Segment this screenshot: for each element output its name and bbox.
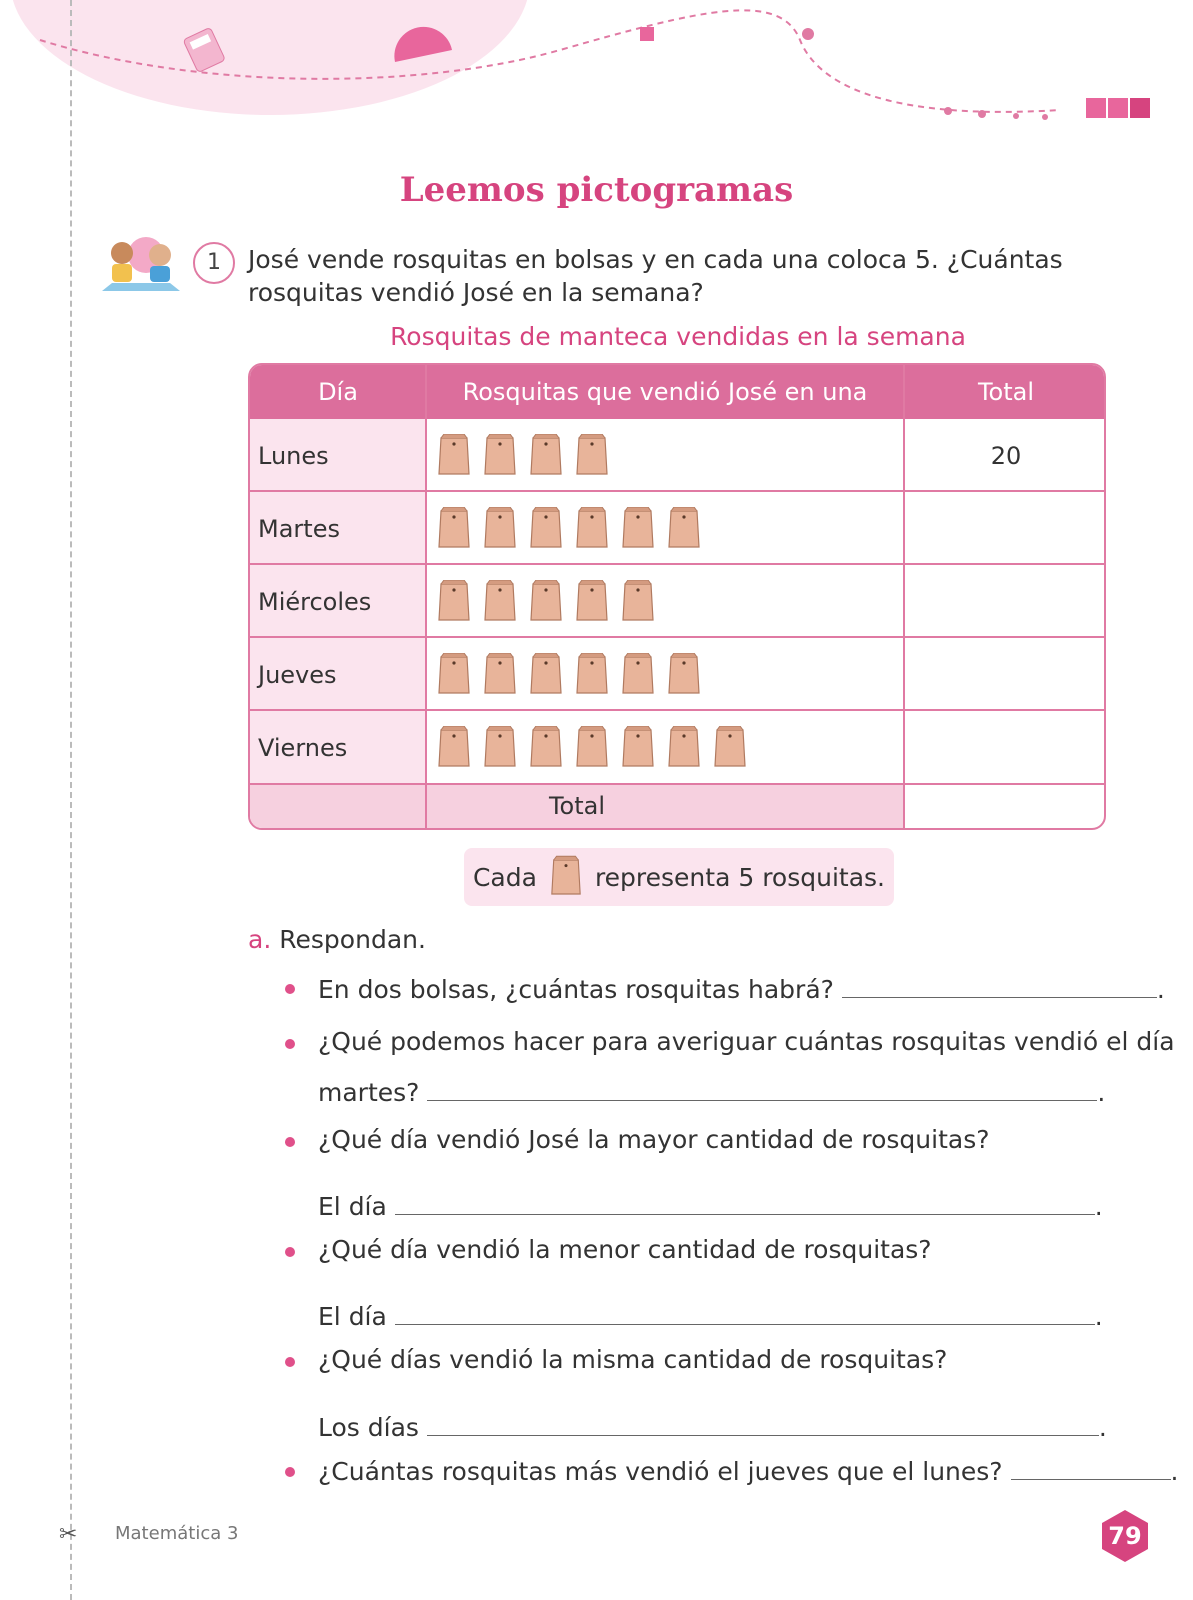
answer-line-2[interactable] [427,1076,1097,1101]
answer-line-3[interactable] [395,1190,1095,1215]
cube-icon [640,27,654,41]
bullet [285,1357,295,1367]
bag-icon [574,726,610,770]
total-lunes: 20 [990,441,1022,470]
bag-icon [574,653,610,697]
bag-icon [666,726,702,770]
page-title: Leemos pictogramas [399,170,794,210]
bag-icon [436,580,472,624]
bag-icon [528,653,564,697]
question-4: ¿Qué día vendió la menor cantidad de rosquitas? [318,1235,932,1264]
row-divider [250,563,1106,565]
bullet [285,1467,295,1477]
bullet [285,1247,295,1257]
question-6-text: ¿Cuántas rosquitas más vendió el jueves que el lunes? [318,1457,1003,1486]
day-martes: Martes [250,492,426,565]
answer-5-prefix: Los días [318,1413,419,1442]
row-divider [250,636,1106,638]
page-number: 79 [1108,1522,1142,1550]
book-title: Matemática 3 [115,1523,239,1544]
bag-icon [620,507,656,551]
question-1-text: En dos bolsas, ¿cuántas rosquitas habrá? [318,975,834,1004]
day-viernes: Viernes [250,711,426,785]
answer-line-1[interactable] [842,973,1157,998]
answer-4: El día . [318,1302,1103,1331]
question-2-line2: martes? . [318,1078,1106,1107]
question-2-text: martes? [318,1078,420,1107]
part-a-label: Respondan. [279,925,426,954]
answer-3: El día . [318,1192,1103,1221]
legend [464,848,894,906]
bags-row [426,492,904,565]
bag-icon [436,507,472,551]
answer-4-prefix: El día [318,1302,387,1331]
problem-text: José vende rosquitas en bolsas y en cada una coloca 5. ¿Cuántas rosquitas vendió José en la semana? [248,245,1063,307]
day-miercoles: Miércoles [250,565,426,638]
scissors-icon: ✂ [59,1522,78,1547]
total-row-label: Total [250,785,904,828]
bags-row [426,565,904,638]
header-day: Día [318,378,358,406]
header-total: Total [977,378,1035,406]
bullet [285,1137,295,1147]
bag-icon [528,507,564,551]
bag-icon [482,507,518,551]
header-pictures: Rosquitas que vendió José en una semana [462,378,868,460]
bag-icon [666,653,702,697]
bag-icon [620,726,656,770]
bag-icon [482,653,518,697]
question-6: ¿Cuántas rosquitas más vendió el jueves que el lunes? . [318,1457,1179,1486]
bags-row [426,638,904,711]
answer-3-prefix: El día [318,1192,387,1221]
question-3: ¿Qué día vendió José la mayor cantidad de rosquitas? [318,1125,990,1154]
bags-row [426,711,904,785]
question-2-line1: ¿Qué podemos hacer para averiguar cuántas rosquitas vendió el día [318,1027,1175,1056]
bag-icon [620,653,656,697]
total-viernes[interactable] [904,711,1106,785]
question-1: En dos bolsas, ¿cuántas rosquitas habrá? . [318,975,1165,1004]
answer-line-6[interactable] [1011,1455,1171,1480]
day-lunes: Lunes [250,419,426,492]
bag-icon [436,653,472,697]
part-a-heading [248,925,426,954]
answer-5: Los días . [318,1413,1107,1442]
row-divider [250,490,1106,492]
total-martes[interactable] [904,492,1106,565]
bag-icon [712,726,748,770]
row-divider [250,709,1106,711]
bag-icon [666,507,702,551]
bag-icon [482,434,518,478]
bag-icon [528,726,564,770]
day-jueves: Jueves [250,638,426,711]
bag-icon [620,580,656,624]
answer-line-5[interactable] [427,1411,1099,1436]
bag-icon [436,726,472,770]
header-decoration [0,0,1193,140]
column-divider [903,365,905,828]
grand-total[interactable] [904,785,1106,828]
bag-icon [482,726,518,770]
bag-icon [528,580,564,624]
children-icon [100,233,182,295]
legend-before: Cada [472,862,537,892]
bag-icon [528,434,564,478]
total-miercoles[interactable] [904,565,1106,638]
part-a-letter: a. [248,925,272,954]
bag-icon [436,434,472,478]
bullet [285,1039,295,1049]
problem-number: 1 [193,242,235,284]
bag-icon [574,434,610,478]
bag-icon [482,580,518,624]
bag-icon [549,855,583,899]
bullet [285,984,295,994]
pictogram-table [248,363,1106,830]
cubes-icon [1086,98,1150,118]
table-title: Rosquitas de manteca vendidas en la semana [390,322,966,351]
question-5: ¿Qué días vendió la misma cantidad de rosquitas? [318,1345,948,1374]
row-divider [250,783,1106,785]
column-divider [425,365,427,828]
answer-line-4[interactable] [395,1300,1095,1325]
legend-after: representa 5 rosquitas. [594,862,886,892]
bags-row [426,419,904,492]
bag-icon [574,507,610,551]
cut-line [70,0,72,1600]
total-jueves[interactable] [904,638,1106,711]
bag-icon [574,580,610,624]
